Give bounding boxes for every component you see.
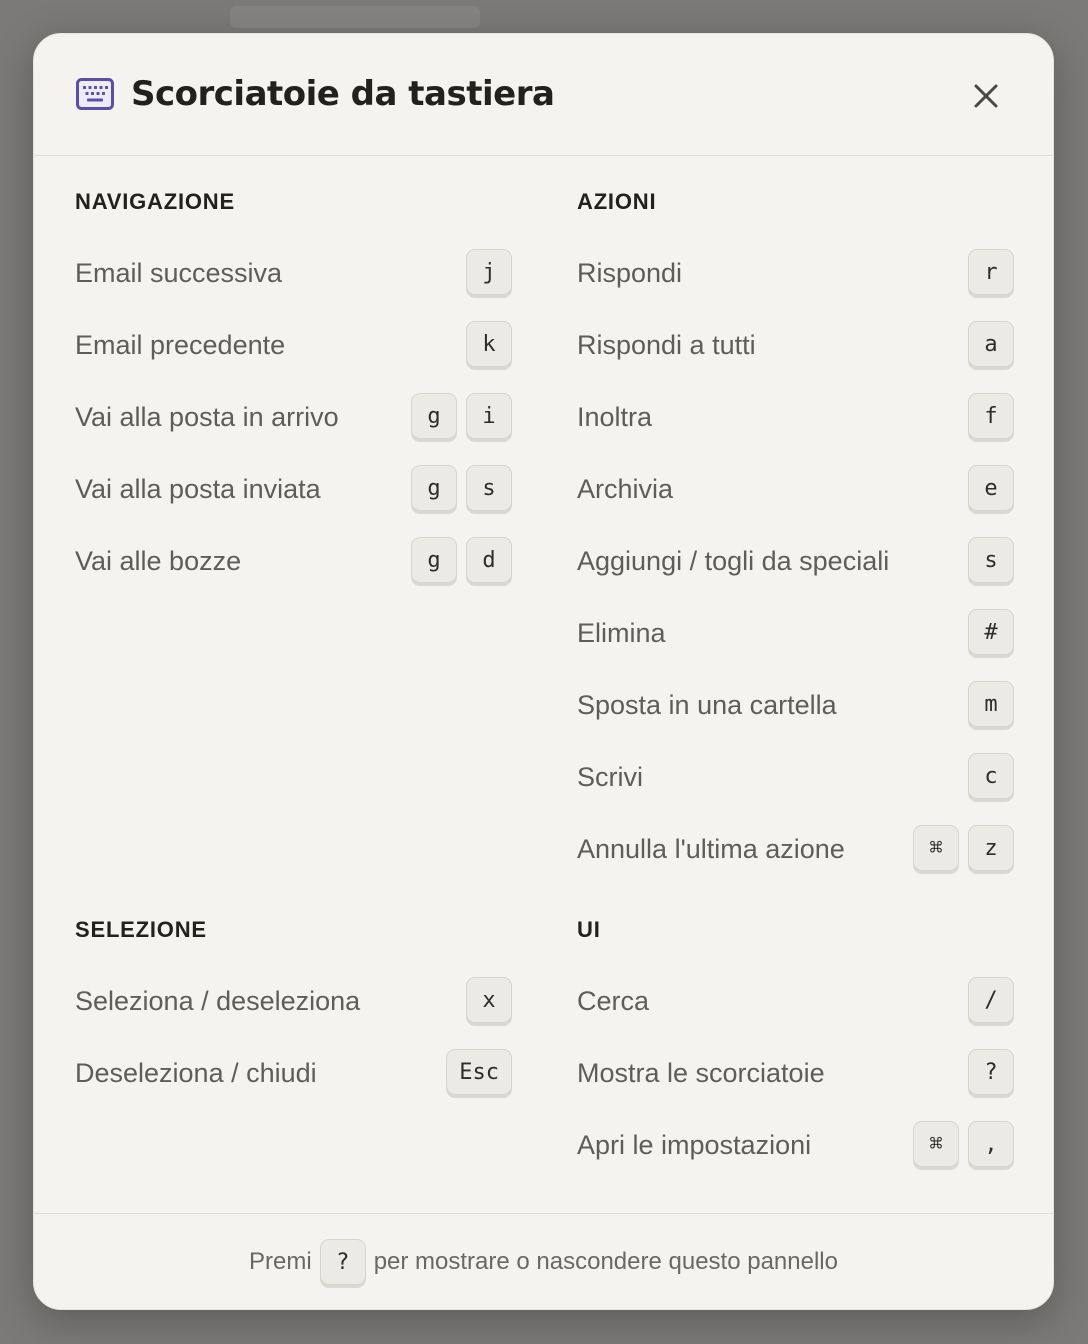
shortcut-label: Email successiva bbox=[75, 258, 283, 288]
shortcut-label: Email precedente bbox=[75, 330, 286, 360]
dialog-header bbox=[34, 34, 1053, 156]
key-cap: i bbox=[466, 393, 512, 439]
shortcut-keys bbox=[446, 1049, 512, 1095]
shortcut-row bbox=[577, 681, 1014, 729]
key-cap: c bbox=[968, 753, 1014, 799]
key-cap: s bbox=[968, 537, 1014, 583]
shortcut-row bbox=[75, 465, 512, 513]
key-cap: x bbox=[466, 977, 512, 1023]
key-cap: g bbox=[411, 393, 457, 439]
shortcut-keys bbox=[968, 977, 1014, 1023]
shortcut-keys bbox=[466, 249, 512, 295]
shortcut-row bbox=[577, 537, 1014, 585]
key-cap: a bbox=[968, 321, 1014, 367]
shortcut-row bbox=[75, 249, 512, 297]
keyboard-icon bbox=[76, 78, 114, 110]
shortcut-row bbox=[577, 465, 1014, 513]
key-cap: f bbox=[968, 393, 1014, 439]
close-icon[interactable] bbox=[968, 78, 1004, 114]
shortcut-row bbox=[75, 537, 512, 585]
shortcut-keys bbox=[411, 537, 512, 583]
key-cap: m bbox=[968, 681, 1014, 727]
key-cap: d bbox=[466, 537, 512, 583]
dialog-title: Scorciatoie da tastiera bbox=[131, 74, 555, 114]
shortcut-row bbox=[577, 321, 1014, 369]
shortcut-keys bbox=[968, 753, 1014, 799]
shortcut-keys bbox=[968, 609, 1014, 655]
shortcut-row bbox=[577, 1121, 1014, 1169]
section-title: NAVIGAZIONE bbox=[75, 189, 235, 214]
shortcut-row bbox=[75, 393, 512, 441]
shortcut-label: Vai alla posta inviata bbox=[75, 474, 321, 504]
shortcut-row bbox=[577, 1049, 1014, 1097]
shortcut-label: Rispondi bbox=[577, 258, 683, 288]
shortcut-row bbox=[75, 1049, 512, 1097]
shortcut-label: Archivia bbox=[577, 474, 674, 504]
key-cap: # bbox=[968, 609, 1014, 655]
key-cap: , bbox=[968, 1121, 1014, 1167]
shortcut-keys bbox=[913, 825, 1014, 871]
key-cap: r bbox=[968, 249, 1014, 295]
key-cap: Esc bbox=[446, 1049, 512, 1095]
shortcut-keys bbox=[968, 1049, 1014, 1095]
shortcut-label: Annulla l'ultima azione bbox=[577, 834, 845, 864]
shortcut-label: Vai alla posta in arrivo bbox=[75, 402, 339, 432]
footer-suffix: per mostrare o nascondere questo pannello bbox=[373, 1248, 838, 1275]
shortcut-label: Scrivi bbox=[577, 762, 643, 792]
shortcut-keys bbox=[913, 1121, 1014, 1167]
shortcut-label: Vai alle bozze bbox=[75, 546, 242, 576]
shortcut-row bbox=[577, 825, 1014, 873]
key-cap: ⌘ bbox=[913, 825, 959, 871]
shortcut-label: Sposta in una cartella bbox=[577, 690, 837, 720]
shortcut-label: Apri le impostazioni bbox=[577, 1130, 812, 1160]
key-cap: j bbox=[466, 249, 512, 295]
key-cap: g bbox=[411, 465, 457, 511]
shortcut-row bbox=[75, 321, 512, 369]
shortcut-keys bbox=[968, 393, 1014, 439]
shortcut-keys bbox=[968, 465, 1014, 511]
shortcut-row bbox=[75, 977, 512, 1025]
shortcut-label: Inoltra bbox=[577, 402, 653, 432]
dialog-footer bbox=[34, 1213, 1053, 1311]
key-cap: s bbox=[466, 465, 512, 511]
footer-prefix: Premi bbox=[249, 1248, 312, 1275]
shortcuts-dialog bbox=[33, 33, 1054, 1310]
shortcut-row bbox=[577, 249, 1014, 297]
key-cap: ⌘ bbox=[913, 1121, 959, 1167]
key-cap: e bbox=[968, 465, 1014, 511]
shortcut-keys bbox=[466, 321, 512, 367]
shortcut-keys bbox=[968, 681, 1014, 727]
key-cap: z bbox=[968, 825, 1014, 871]
shortcut-label: Aggiungi / togli da speciali bbox=[577, 546, 890, 576]
background-blurred-content bbox=[230, 6, 480, 28]
key-cap: / bbox=[968, 977, 1014, 1023]
footer-key: ? bbox=[320, 1239, 366, 1285]
shortcut-row bbox=[577, 753, 1014, 801]
shortcut-keys bbox=[968, 249, 1014, 295]
shortcut-keys bbox=[411, 465, 512, 511]
shortcut-keys bbox=[411, 393, 512, 439]
shortcut-keys bbox=[968, 537, 1014, 583]
shortcut-label: Elimina bbox=[577, 618, 666, 648]
shortcut-label: Rispondi a tutti bbox=[577, 330, 756, 360]
shortcut-label: Seleziona / deseleziona bbox=[75, 986, 361, 1016]
shortcut-label: Cerca bbox=[577, 986, 650, 1016]
shortcut-label: Deseleziona / chiudi bbox=[75, 1058, 317, 1088]
shortcut-row bbox=[577, 393, 1014, 441]
section-title: UI bbox=[577, 917, 601, 942]
key-cap: g bbox=[411, 537, 457, 583]
shortcut-row bbox=[577, 609, 1014, 657]
shortcut-row bbox=[577, 977, 1014, 1025]
section-title: SELEZIONE bbox=[75, 917, 207, 942]
shortcut-keys bbox=[466, 977, 512, 1023]
key-cap: ? bbox=[968, 1049, 1014, 1095]
key-cap: k bbox=[466, 321, 512, 367]
shortcut-label: Mostra le scorciatoie bbox=[577, 1058, 825, 1088]
section-title: AZIONI bbox=[577, 189, 657, 214]
shortcut-keys bbox=[968, 321, 1014, 367]
